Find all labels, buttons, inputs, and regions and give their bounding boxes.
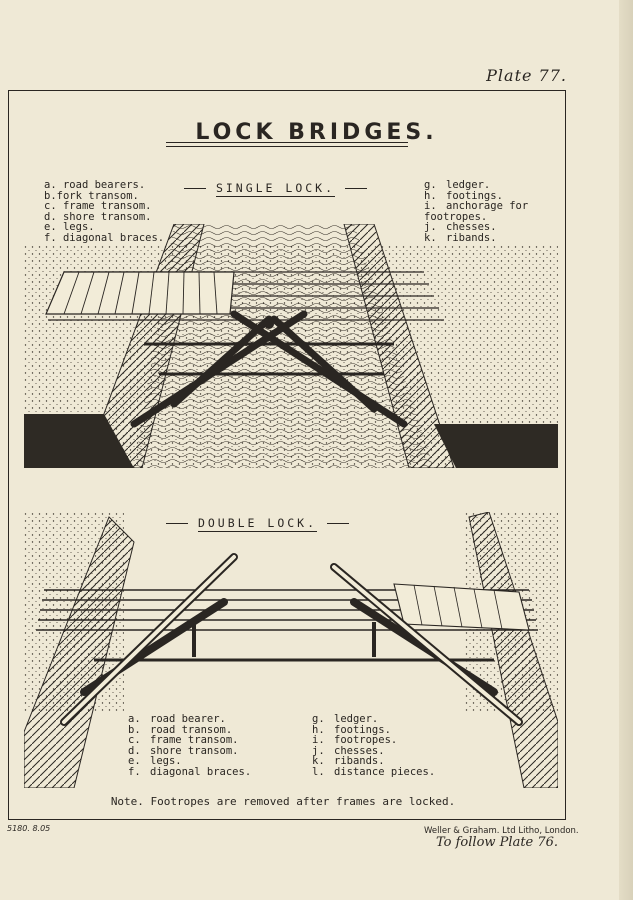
legend-item: a. road bearers. — [44, 179, 146, 191]
single-lock-heading: SINGLE LOCK. — [184, 181, 367, 195]
printer-credit: Weller & Graham. Ltd Litho, London. — [424, 826, 579, 836]
legend-item: k. ribands. — [424, 231, 497, 244]
legend-item: d. shore transom. — [128, 744, 239, 757]
legend-item: i. anchorage for footropes. — [424, 200, 529, 223]
legend-item: e. legs. — [128, 755, 182, 768]
double-lock-illustration — [24, 512, 558, 788]
title-underline-thin — [166, 146, 408, 147]
double-legend-right — [312, 714, 435, 778]
legend-item: b.fork transom. — [44, 189, 139, 202]
legend-item: a. road bearer. — [128, 713, 226, 725]
legend-item: c. frame transom. — [44, 200, 152, 213]
legend-item: b. road transom. — [128, 723, 233, 736]
single-lock-illustration — [24, 221, 558, 468]
legend-item: h. footings. — [424, 189, 503, 202]
legend-item: g. ledger. — [424, 179, 491, 191]
plate-number: Plate 77. — [486, 66, 567, 85]
legend-item: k. ribands. — [312, 755, 385, 768]
legend-item: f. diagonal braces. — [128, 765, 252, 778]
legend-item: h. footings. — [312, 723, 391, 736]
legend-item: j. chesses. — [424, 221, 497, 234]
double-legend-left — [128, 714, 251, 778]
legend-item: f. diagonal braces. — [44, 231, 165, 244]
legend-item: l. distance pieces. — [312, 765, 436, 778]
follow-note: To follow Plate 76. — [436, 835, 559, 850]
legend-item: c. frame transom. — [128, 734, 239, 747]
legend-item: j. chesses. — [312, 744, 385, 757]
double-lock-heading: DOUBLE LOCK. — [166, 516, 349, 530]
legend-item: g. ledger. — [312, 713, 379, 725]
legend-item: d. shore transom. — [44, 210, 152, 223]
title-underline — [166, 142, 408, 143]
legend-item: e. legs. — [44, 221, 95, 234]
legend-item: i. footropes. — [312, 734, 398, 747]
footnote: Note. Footropes are removed after frames are locked. — [110, 795, 456, 808]
page-title: LOCK BRIDGES. — [195, 120, 438, 145]
print-reference: 5180. 8.05 — [7, 824, 51, 833]
